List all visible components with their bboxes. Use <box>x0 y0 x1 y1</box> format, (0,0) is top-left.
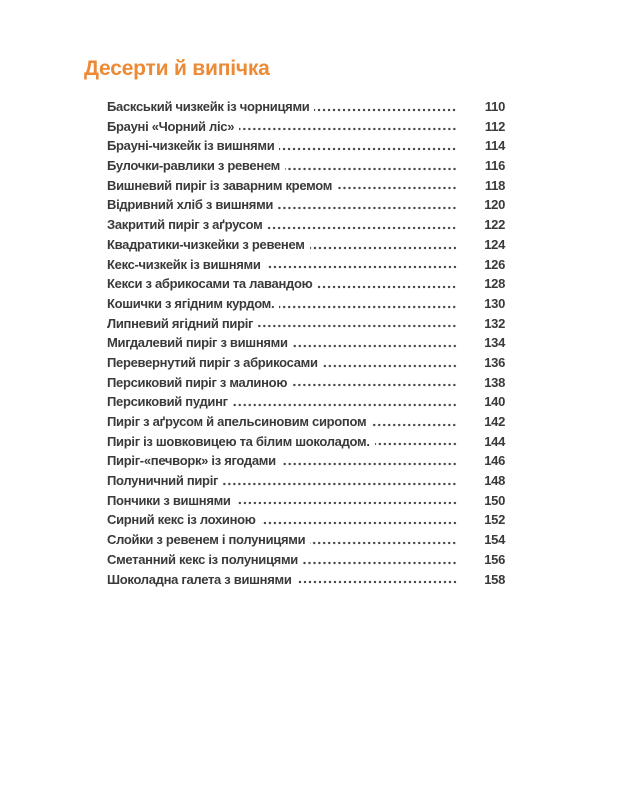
toc-entry <box>107 451 505 471</box>
toc-entry-page: 144 <box>484 433 505 449</box>
toc-entry-page: 148 <box>484 473 505 489</box>
toc-list <box>107 97 505 589</box>
toc-entry <box>107 392 505 412</box>
toc-entry-page: 130 <box>484 295 505 311</box>
toc-entry-title: Брауні «Чорний ліс» <box>107 118 235 134</box>
toc-entry-page: 140 <box>484 394 505 410</box>
dot-leader <box>279 147 457 151</box>
toc-entry-page: 134 <box>484 335 505 351</box>
toc-entry-page: 138 <box>484 374 505 390</box>
toc-entry <box>107 176 505 196</box>
dot-leader <box>337 186 457 190</box>
toc-entry-title: Перевернутий пиріг з абрикосами <box>107 354 318 370</box>
toc-entry <box>107 471 505 491</box>
dot-leader <box>236 501 457 505</box>
dot-leader <box>233 403 457 407</box>
toc-entry-title: Пончики з вишнями <box>107 492 231 508</box>
dot-leader <box>266 265 457 269</box>
toc-entry-title: Пиріг-«печворк» із ягодами <box>107 453 276 469</box>
dot-leader <box>285 167 457 171</box>
dot-leader <box>258 324 457 328</box>
toc-entry-title: Мигдалевий пиріг з вишнями <box>107 335 288 351</box>
dot-leader <box>310 541 457 545</box>
toc-entry-page: 152 <box>484 512 505 528</box>
toc-entry <box>107 510 505 530</box>
toc-entry-title: Пиріг з аґрусом й апельсиновим сиропом <box>107 414 367 429</box>
toc-entry <box>107 255 505 275</box>
toc-entry <box>107 491 505 511</box>
dot-leader <box>323 364 457 368</box>
toc-entry-title: Пиріг із шовковицею та білим шоколадом. <box>107 433 370 449</box>
dot-leader <box>310 246 457 250</box>
toc-entry-title: Вишневий пиріг із заварним кремом <box>107 177 333 193</box>
toc-entry-title: Липневий ягідний пиріг <box>107 315 254 331</box>
dot-leader <box>297 580 457 584</box>
toc-entry-title: Квадратики-чизкейки з ревенем <box>107 236 305 252</box>
dot-leader <box>292 383 457 387</box>
dot-leader <box>314 108 457 112</box>
toc-entry-page: 120 <box>484 197 505 213</box>
toc-entry <box>107 530 505 550</box>
dot-leader <box>281 462 457 466</box>
toc-entry <box>107 353 505 373</box>
toc-entry-title: Закритий пиріг з аґрусом <box>107 217 263 233</box>
dot-leader <box>267 226 457 230</box>
toc-entry <box>107 97 505 117</box>
toc-entry-title: Шоколадна галета з вишнями <box>107 571 292 587</box>
toc-entry-page: 118 <box>484 177 505 193</box>
dot-leader <box>375 442 457 446</box>
dot-leader <box>371 423 457 427</box>
toc-entry-title: Персиковий пиріг з малиною <box>107 374 288 390</box>
dot-leader <box>293 344 457 348</box>
dot-leader <box>279 305 457 309</box>
dot-leader <box>261 521 457 525</box>
toc-entry-title: Персиковий пудинг <box>107 394 228 410</box>
toc-entry-page: 142 <box>484 414 505 429</box>
toc-entry-page: 128 <box>484 276 505 292</box>
section-title: Десерти й випічка <box>84 57 270 80</box>
toc-entry <box>107 215 505 235</box>
toc-entry-title: Сметанний кекс із полуницями <box>107 551 298 567</box>
toc-entry-page: 110 <box>484 99 505 114</box>
toc-entry-page: 116 <box>484 158 505 174</box>
toc-entry-title: Полуничний пиріг <box>107 473 219 489</box>
toc-entry-page: 112 <box>484 118 505 134</box>
toc-entry <box>107 235 505 255</box>
toc-entry-title: Відривний хліб з вишнями <box>107 197 274 213</box>
toc-entry-title: Кекси з абрикосами та лавандою <box>107 276 313 292</box>
toc-entry <box>107 412 505 432</box>
toc-entry-page: 132 <box>484 315 505 331</box>
toc-entry-title: Кошички з ягідним курдом. <box>107 295 275 311</box>
toc-entry <box>107 156 505 176</box>
toc-entry <box>107 570 505 590</box>
toc-entry-title: Брауні-чизкейк із вишнями <box>107 138 275 154</box>
toc-entry <box>107 550 505 570</box>
toc-entry-title: Сирний кекс із лохиною <box>107 512 256 528</box>
toc-entry-page: 122 <box>484 217 505 233</box>
toc-entry-title: Кекс-чизкейк із вишнями <box>107 256 261 272</box>
toc-entry <box>107 432 505 452</box>
toc-entry <box>107 195 505 215</box>
toc-entry-page: 114 <box>484 138 505 154</box>
toc-entry-page: 126 <box>484 256 505 272</box>
toc-entry-title: Слойки з ревенем і полуницями <box>107 532 306 548</box>
toc-entry-page: 156 <box>484 551 505 567</box>
dot-leader <box>317 285 457 289</box>
toc-entry <box>107 314 505 334</box>
toc-entry <box>107 373 505 393</box>
dot-leader <box>303 561 457 565</box>
dot-leader <box>278 206 457 210</box>
toc-entry <box>107 117 505 137</box>
toc-entry <box>107 333 505 353</box>
toc-entry-page: 158 <box>484 571 505 587</box>
toc-entry <box>107 136 505 156</box>
toc-entry-page: 150 <box>484 492 505 508</box>
toc-entry <box>107 294 505 314</box>
dot-leader <box>223 482 457 486</box>
toc-entry-page: 154 <box>484 532 505 548</box>
toc-entry <box>107 274 505 294</box>
toc-entry-page: 124 <box>484 236 505 252</box>
toc-entry-title: Булочки-равлики з ревенем <box>107 158 280 174</box>
dot-leader <box>239 127 457 131</box>
toc-entry-page: 136 <box>484 354 505 370</box>
toc-entry-page: 146 <box>484 453 505 469</box>
toc-entry-title: Баскський чизкейк із чорницями <box>107 99 310 114</box>
